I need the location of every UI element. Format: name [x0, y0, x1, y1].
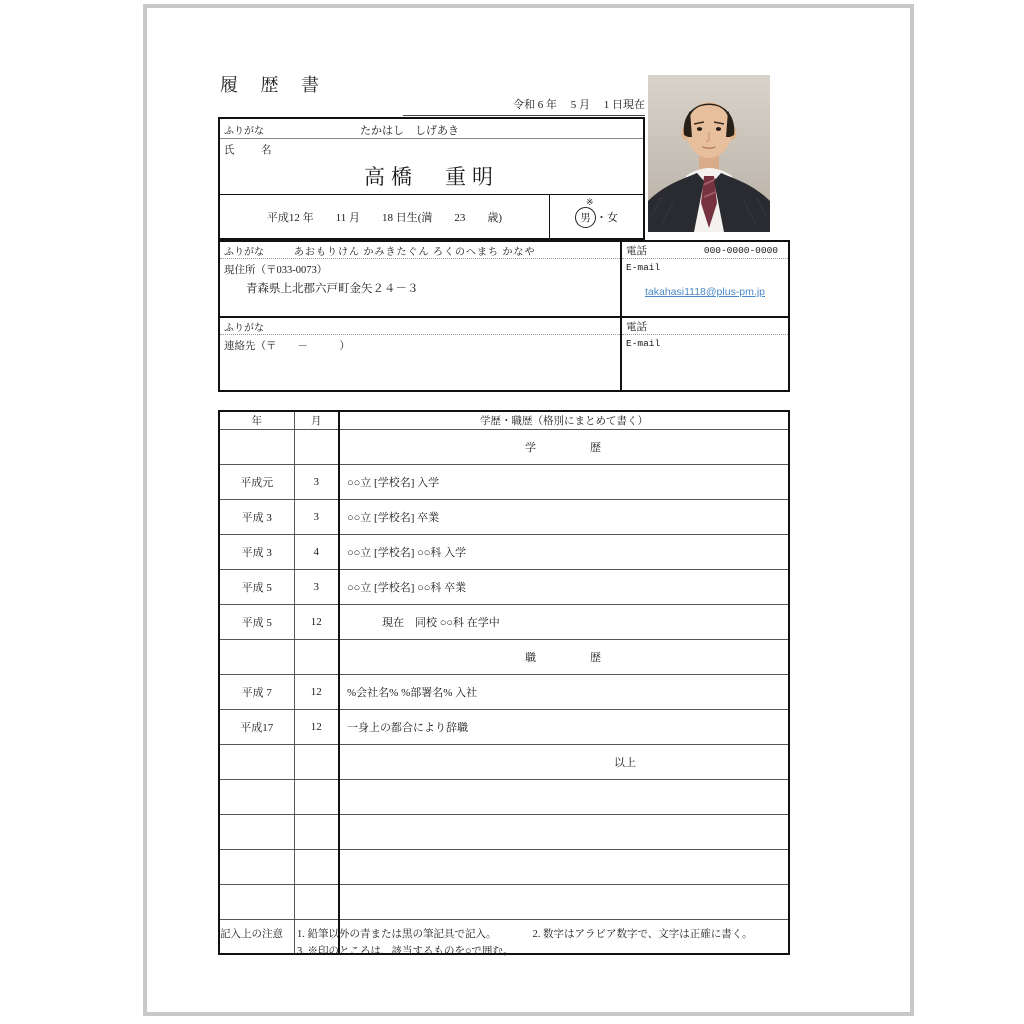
address-value: 青森県上北郡六戸町金矢２４－３: [246, 283, 419, 295]
cell-year: [219, 849, 294, 884]
table-row: [219, 884, 789, 919]
cell-year: 平成 3: [219, 534, 294, 569]
cell-month: [294, 639, 339, 674]
page-title: 履 歴 書: [220, 75, 328, 95]
contact-address-cell: [220, 318, 622, 390]
cell-month: [294, 849, 339, 884]
history-table: [218, 410, 790, 955]
cell-year: [219, 429, 294, 464]
header-detail: 学歴・職歴（格別にまとめて書く）: [339, 411, 789, 429]
table-row: [219, 464, 789, 499]
address-furigana-label: ふりがな: [224, 246, 264, 258]
table-row: [219, 814, 789, 849]
cell-detail: 学 歴: [339, 429, 789, 464]
cell-month: [294, 884, 339, 919]
cell-year: 平成 3: [219, 499, 294, 534]
contact-email-label: E-mail: [626, 338, 661, 349]
cell-year: 平成元: [219, 464, 294, 499]
id-photo: [648, 75, 770, 232]
notes-line-2: [297, 943, 753, 958]
id-photo-image: [648, 75, 770, 232]
gender-female: 女: [607, 212, 618, 224]
cell-year: [219, 779, 294, 814]
cell-detail: %会社名% %部署名% 入社: [339, 674, 789, 709]
current-date: 令和 6 年 5 月 1 日現在: [403, 96, 645, 116]
phone-label: 電話: [626, 245, 647, 257]
contact-furigana-label: ふりがな: [224, 322, 264, 334]
email-link[interactable]: takahasi1118@plus-pm.jp: [644, 286, 765, 298]
contact-phone-row: [622, 318, 788, 335]
cell-month: 12: [294, 674, 339, 709]
gender-note-mark: ※: [586, 197, 594, 207]
cell-detail: ○○立 [学校名] 入学: [339, 464, 789, 499]
email-value-wrap: [622, 282, 788, 300]
cell-year: 平成 5: [219, 604, 294, 639]
header-month: 月: [294, 411, 339, 429]
gender-cell: [550, 195, 643, 238]
notes-body: [297, 926, 753, 958]
furigana-value: たかはし しげあき: [360, 125, 459, 137]
notes-line-1: [297, 926, 753, 941]
contact-furigana-row: [220, 318, 620, 335]
cell-month: [294, 429, 339, 464]
cell-month: 4: [294, 534, 339, 569]
phone-value: 000-0000-0000: [703, 244, 778, 256]
cell-detail: [339, 814, 789, 849]
cell-month: 12: [294, 709, 339, 744]
gender-options: [550, 207, 643, 228]
table-row: [219, 604, 789, 639]
name-row: [220, 139, 643, 195]
table-row: [219, 569, 789, 604]
address-furigana-row: [220, 242, 620, 259]
contact-phone-label: 電話: [626, 321, 647, 333]
gender-separator: ・: [596, 212, 607, 224]
address-furigana-value: あおもりけん かみきたぐん ろくのへまち かなや: [294, 246, 536, 258]
table-row: [219, 639, 789, 674]
cell-detail: [339, 884, 789, 919]
birth-gender-row: [220, 195, 643, 238]
gender-male-circled: 男: [575, 207, 596, 228]
birthdate-value: 平成12 年 11 月 18 日生(満 23 歳): [220, 195, 550, 238]
name-box: [218, 117, 645, 240]
name-value: 高橋 重明: [364, 165, 499, 189]
phone-email-cell: [622, 242, 788, 318]
history-table-wrap: [218, 410, 790, 955]
cell-month: 3: [294, 499, 339, 534]
cell-detail: 一身上の都合により辞職: [339, 709, 789, 744]
address-label: 現住所（〒033-0073）: [224, 265, 328, 276]
email-label: E-mail: [626, 262, 661, 273]
cell-detail: [339, 779, 789, 814]
cell-detail: ○○立 [学校名] ○○科 卒業: [339, 569, 789, 604]
cell-detail: 職 歴: [339, 639, 789, 674]
table-row: [219, 779, 789, 814]
cell-year: [219, 884, 294, 919]
cell-detail: [339, 849, 789, 884]
cell-detail: 以上: [339, 744, 789, 779]
note-3: 3. ※印のところは、該当するものを○で囲む。: [297, 946, 514, 957]
table-row: [219, 499, 789, 534]
cell-year: [219, 744, 294, 779]
history-header-row: [219, 411, 789, 429]
cell-month: [294, 814, 339, 849]
cell-month: 3: [294, 464, 339, 499]
cell-year: [219, 639, 294, 674]
cell-month: 12: [294, 604, 339, 639]
name-furigana-row: [220, 119, 643, 139]
cell-year: 平成17: [219, 709, 294, 744]
footer-notes: [220, 926, 840, 958]
note-2: 2. 数字はアラビア数字で、文字は正確に書く。: [532, 929, 753, 940]
cell-year: [219, 814, 294, 849]
contact-phone-email-cell: [622, 318, 788, 390]
name-label: 氏 名: [224, 145, 280, 156]
furigana-label: ふりがな: [224, 126, 264, 137]
table-row: [219, 429, 789, 464]
table-row: [219, 534, 789, 569]
table-row: [219, 849, 789, 884]
cell-month: 3: [294, 569, 339, 604]
cell-month: [294, 779, 339, 814]
notes-label: 記入上の注意: [220, 929, 283, 940]
cell-month: [294, 744, 339, 779]
table-row: [219, 674, 789, 709]
contact-label: 連絡先（〒 － ）: [224, 341, 350, 352]
cell-year: 平成 5: [219, 569, 294, 604]
resume-page: [143, 4, 914, 1016]
phone-row: [622, 242, 788, 259]
address-contact-box: [218, 240, 790, 392]
table-row: [219, 709, 789, 744]
header-year: 年: [219, 411, 294, 429]
table-row: [219, 744, 789, 779]
cell-year: 平成 7: [219, 674, 294, 709]
current-address-cell: [220, 242, 622, 318]
cell-detail: 現在 同校 ○○科 在学中: [339, 604, 789, 639]
cell-detail: ○○立 [学校名] ○○科 入学: [339, 534, 789, 569]
note-1: 1. 鉛筆以外の青または黒の筆記具で記入。: [297, 929, 497, 940]
cell-detail: ○○立 [学校名] 卒業: [339, 499, 789, 534]
